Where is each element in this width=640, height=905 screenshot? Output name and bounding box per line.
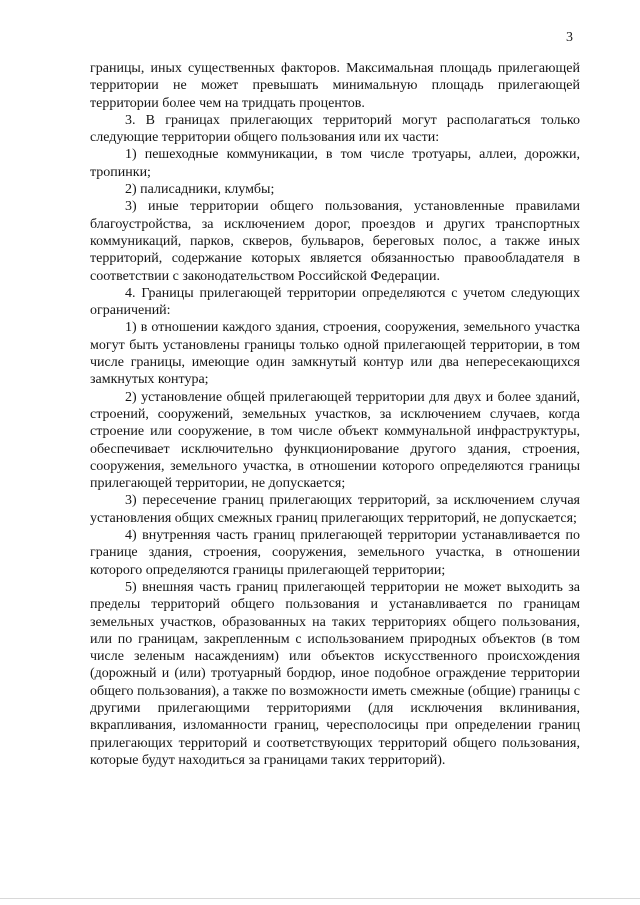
paragraph: 5) внешняя часть границ прилегающей территории не может выходить за пределы территорий общего пользования и устанавливается по границам земельных участков, образованных на таких территориях общего пользования, или по границам, закрепленным с использованием природных объектов (в том числе зеленым насаждениям) или объектов искусственного происхождения (дорожный и (или) тротуарный бордюр, иное подобное ограждение территории общего пользования), а также по возможности иметь смежные (общие) границы с другими прилегающими территориями (для исключения вклинивания, вкрапливания, изломанности границ, чересполосицы при определении границ прилегающих территорий и соответствующих территорий общего пользования, которые будут находиться за границами таких территорий). [90, 579, 580, 768]
paragraph: 1) в отношении каждого здания, строения, сооружения, земельного участка могут быть установлены границы только одной прилегающей территории, в том числе границы, имеющие один замкнутый контур или два непересекающихся замкнутых контура; [90, 320, 580, 388]
page-bottom-edge [0, 898, 640, 899]
paragraph: 3. В границах прилегающих территорий могут располагаться только следующие территории общего пользования или их части: [90, 112, 580, 146]
paragraph: 4. Границы прилегающей территории определяются с учетом следующих ограничений: [90, 285, 580, 319]
paragraph: 2) палисадники, клумбы; [125, 182, 275, 198]
paragraph: 4) внутренняя часть границ прилегающей территории устанавливается по границе здания, строения, сооружения, земельного участка, в отношении которого определяются границы прилегающей территории; [90, 528, 580, 578]
document-body [90, 60, 580, 769]
paragraph: 3) иные территории общего пользования, установленные правилами благоустройства, за исключением дорог, проездов и других транспортных коммуникаций, парков, скверов, бульваров, береговых полос, а также иных территорий, содержание которых является обязанностью правообладателя в соответствии с законодательством Российской Федерации. [90, 199, 580, 284]
paragraph: 1) пешеходные коммуникации, в том числе тротуары, аллеи, дорожки, тропинки; [90, 147, 580, 180]
paragraph: 2) установление общей прилегающей территории для двух и более зданий, строений, сооружений, земельных участков, за исключением случаев, когда строение или сооружение, в том числе объект коммунальной инфраструктуры, обеспечивает исключительно функционирование другого здания, строения, сооружения, земельного участка, в отношении которого определяются границы прилегающей территории, не допускается; [90, 389, 580, 492]
page-number: 3 [566, 30, 573, 45]
paragraph: границы, иных существенных факторов. Максимальная площадь прилегающей территории не может превышать минимальную площадь прилегающей территории более чем на тридцать процентов. [90, 61, 580, 111]
paragraph: 3) пересечение границ прилегающих территорий, за исключением случая установления общих смежных границ прилегающих территорий, не допускается; [90, 493, 580, 526]
